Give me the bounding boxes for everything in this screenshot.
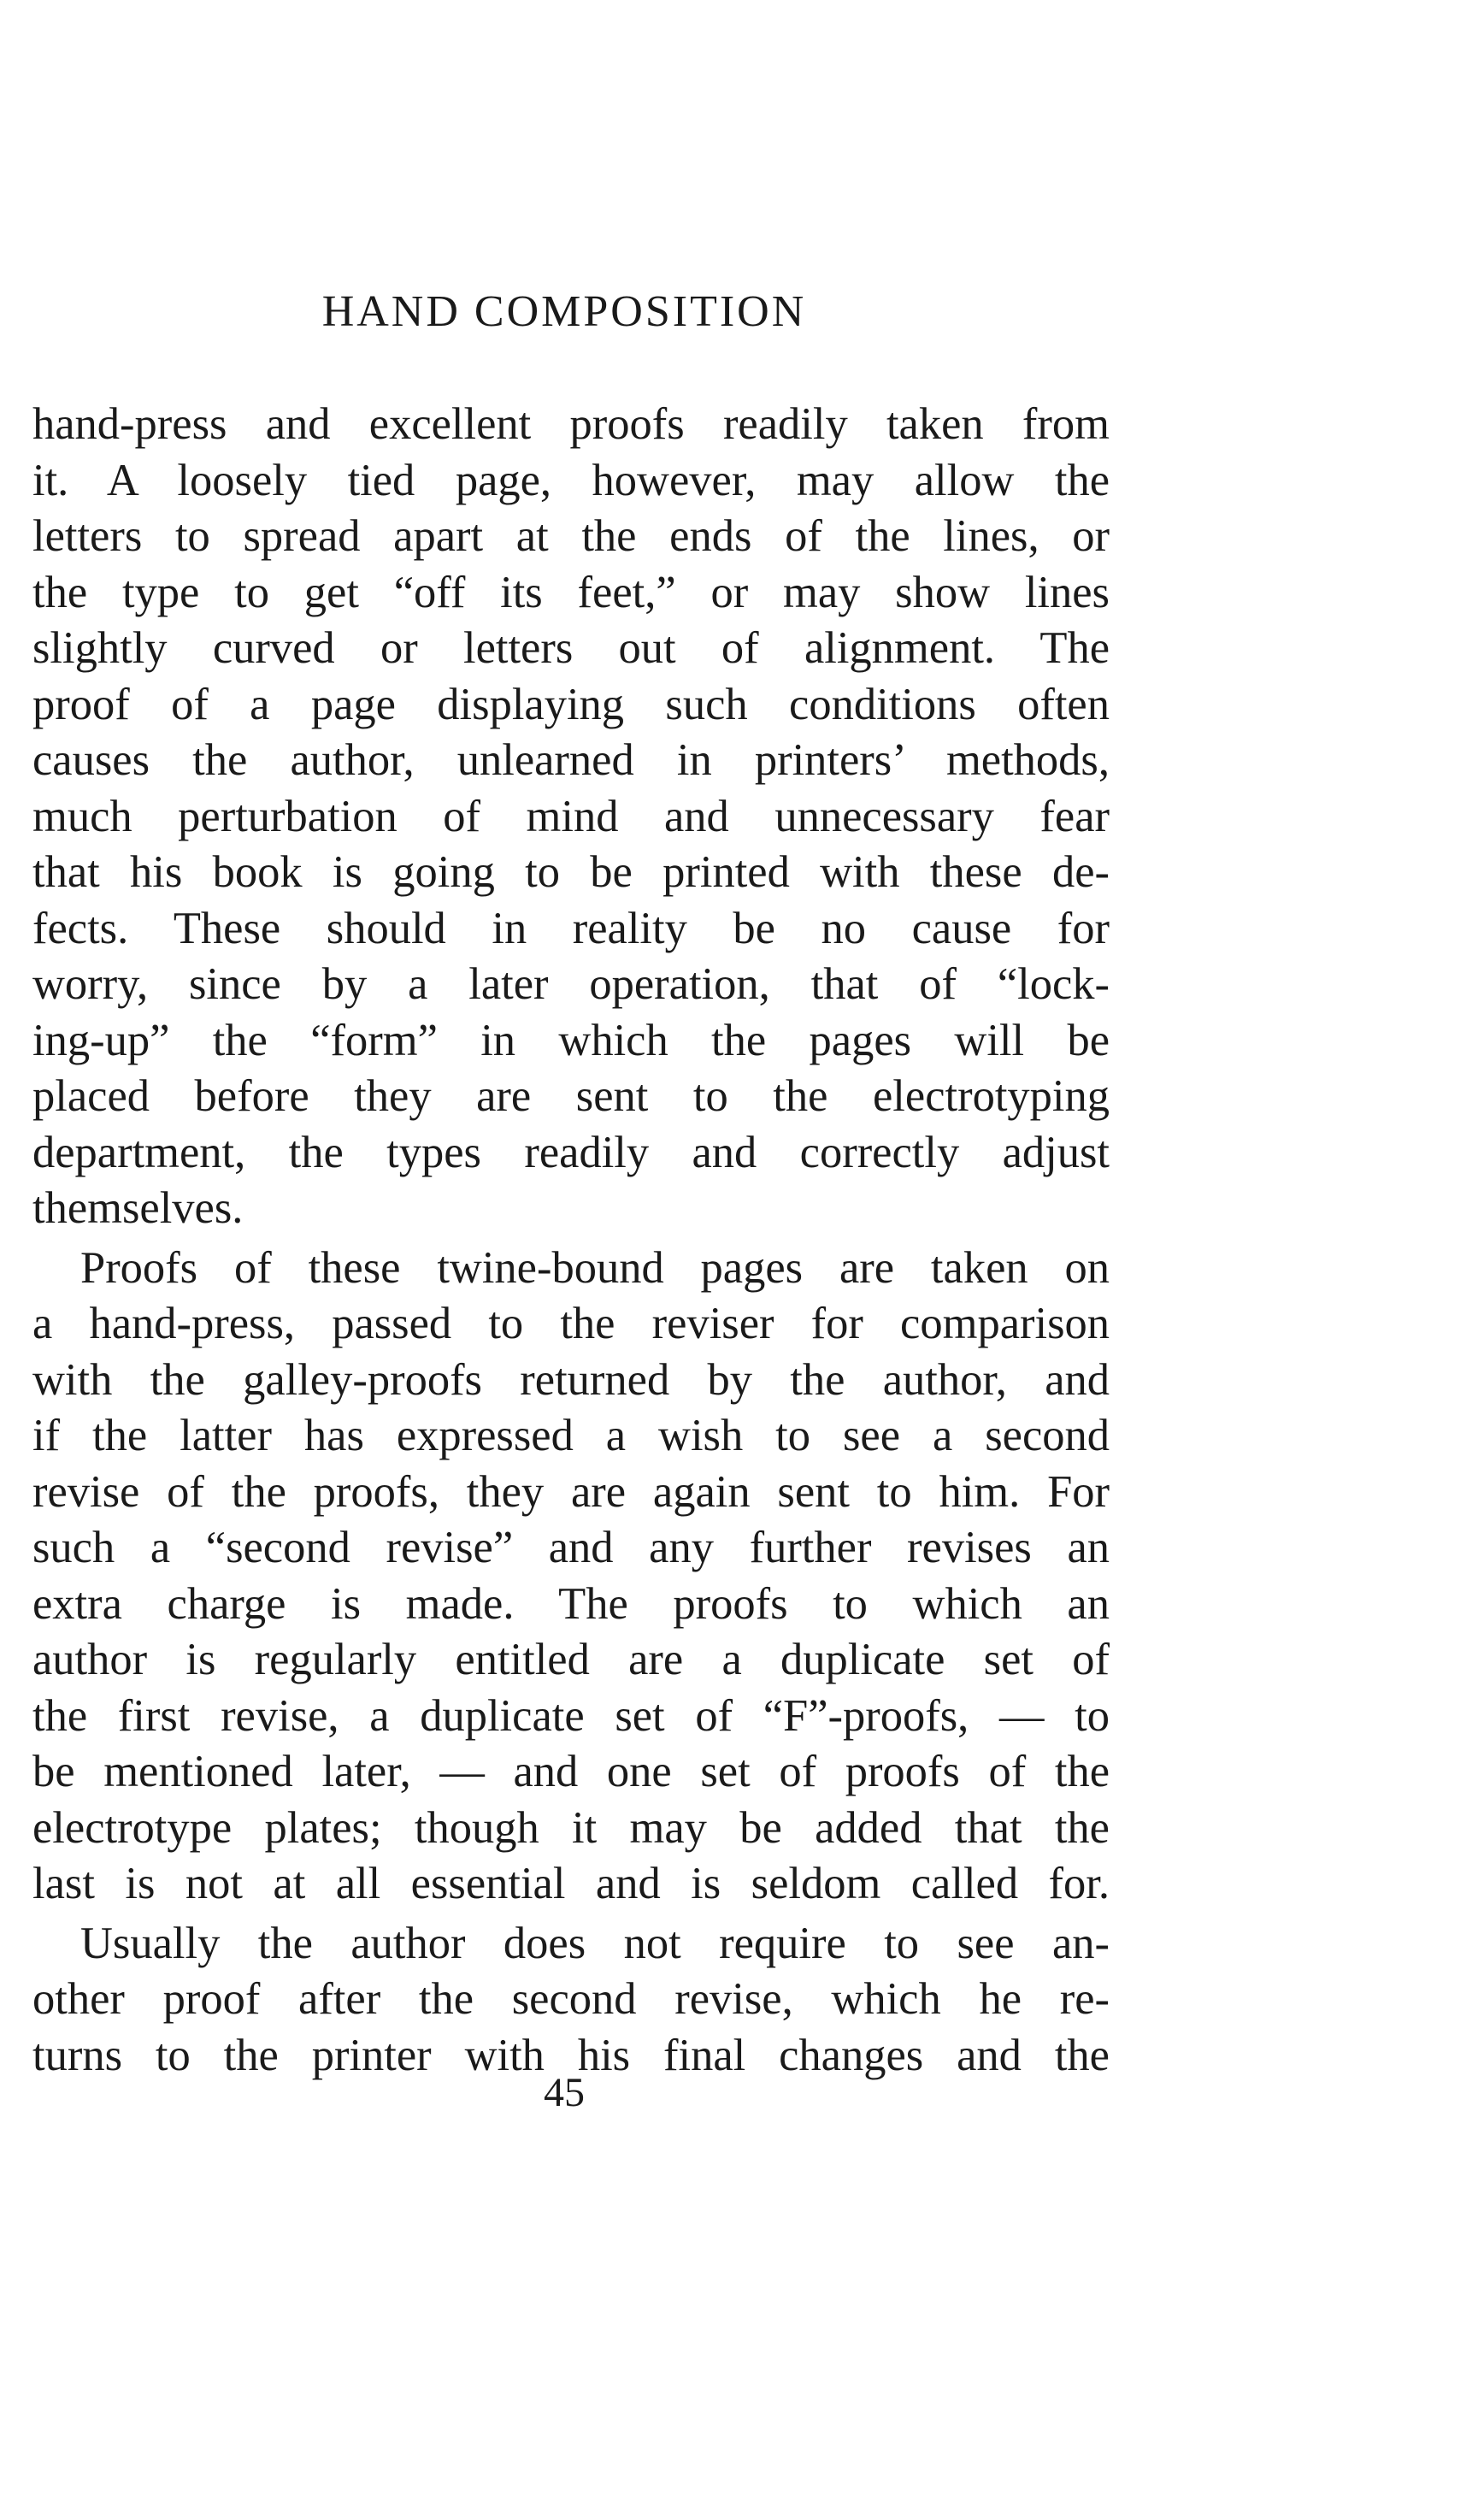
text-line: be mentioned later, — and one set of proofs of the — [32, 1747, 1110, 1796]
text-line: it. A loosely tied page, however, may allow the — [32, 455, 1110, 505]
text-line: Proofs of these twine-bound pages are taken on — [80, 1242, 1110, 1293]
text-line: hand-press and excellent proofs readily taken from — [32, 399, 1110, 449]
text-line: such a “second revise” and any further revises an — [32, 1523, 1110, 1572]
text-line: other proof after the second revise, which he re- — [32, 1974, 1110, 2024]
text-line: the type to get “off its feet,” or may show lines — [32, 567, 1110, 617]
text-line: proof of a page displaying such conditions often — [32, 679, 1110, 729]
text-line: revise of the proofs, they are again sent to him. For — [32, 1466, 1110, 1517]
text-line: placed before they are sent to the electrotyping — [32, 1071, 1110, 1121]
paragraph-1 — [32, 397, 1110, 1237]
text-line: the first revise, a duplicate set of “F”-proofs, — to — [32, 1690, 1110, 1741]
text-line: fects. These should in reality be no cause for — [32, 903, 1110, 953]
text-line: that his book is going to be printed with these de- — [32, 847, 1110, 897]
text-line: electrotype plates; though it may be added that the — [32, 1802, 1110, 1853]
text-line: slightly curved or letters out of alignment. The — [32, 623, 1110, 673]
text-line: extra charge is made. The proofs to which an — [32, 1578, 1110, 1629]
text-line: author is regularly entitled are a duplicate set of — [32, 1635, 1110, 1684]
text-line: ing-up” the “form” in which the pages will be — [32, 1015, 1110, 1065]
text-line: causes the author, unlearned in printers’ methods, — [32, 735, 1110, 785]
paragraph-3 — [32, 1916, 1110, 2084]
text-line: themselves. — [32, 1183, 244, 1233]
body-text — [32, 397, 1110, 2084]
text-line: department, the types readily and correctly adjust — [32, 1127, 1110, 1177]
page-number: 45 — [544, 2070, 585, 2115]
text-line: if the latter has expressed a wish to see a second — [32, 1411, 1110, 1460]
text-line: last is not at all essential and is seldom called for. — [32, 1859, 1110, 1908]
running-head: HAND COMPOSITION — [321, 287, 807, 336]
paragraph-2 — [32, 1241, 1110, 1913]
text-line: Usually the author does not require to see an- — [80, 1918, 1110, 1968]
text-line: worry, since by a later operation, that of “lock- — [32, 959, 1110, 1009]
text-line: much perturbation of mind and unnecessary fear — [32, 791, 1110, 841]
text-line: with the galley-proofs returned by the author, and — [32, 1354, 1110, 1405]
text-line: letters to spread apart at the ends of the lines, or — [32, 511, 1110, 561]
text-line: a hand-press, passed to the reviser for comparison — [32, 1299, 1110, 1348]
text-line: turns to the printer with his final changes and the — [32, 2030, 1110, 2080]
